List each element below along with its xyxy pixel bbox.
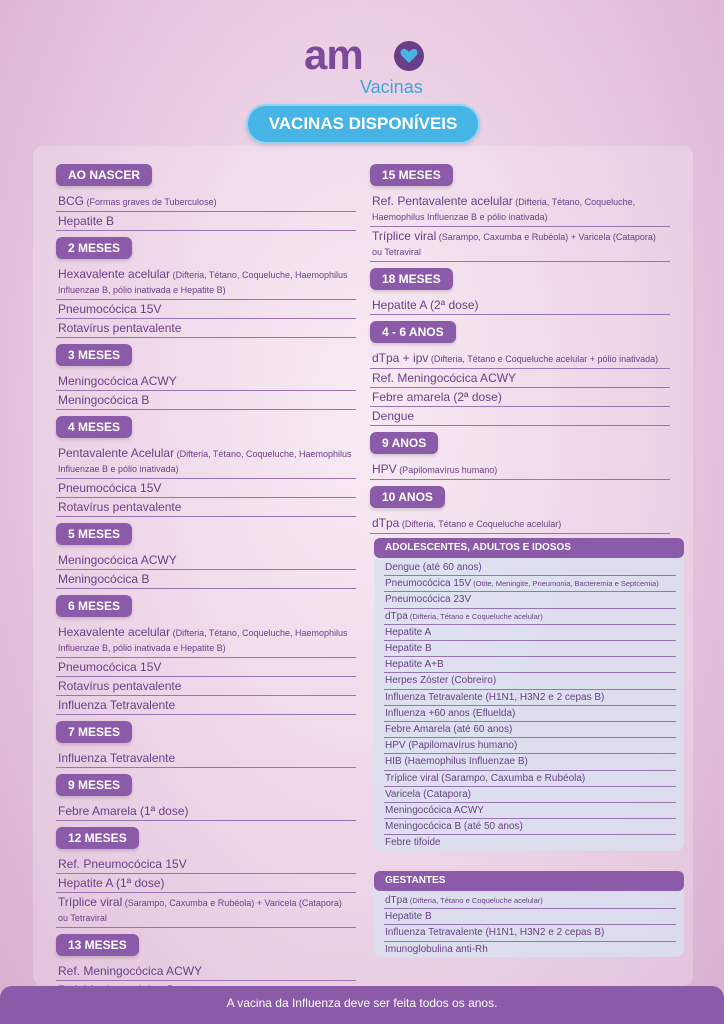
vaccine-item: [384, 754, 676, 770]
vaccine-name: dTpa + ipv: [372, 351, 429, 365]
logo-word: am: [304, 31, 363, 78]
vaccine-item: [56, 212, 356, 231]
vaccine-detail: (Difteria, Tétano, Coqueluche, Haemophilus Influenzae B e pólio inativada): [372, 197, 636, 222]
age-group: [56, 164, 356, 231]
vaccine-name: Meningocócica B: [58, 393, 150, 407]
vaccine-name: Rotavírus pentavalente: [58, 679, 182, 693]
age-badge: 12 MESES: [56, 827, 139, 849]
vaccine-name: Dengue: [372, 409, 415, 423]
vaccine-name: Meningocócica ACWY: [385, 805, 484, 817]
vaccine-item: [370, 296, 670, 315]
vaccine-name: Pneumocócica 23V: [385, 594, 472, 606]
pregnant-section: [374, 871, 684, 957]
age-group: [370, 486, 670, 534]
vaccine-name: Meningocócica ACWY: [58, 553, 177, 567]
vaccine-item: [370, 407, 670, 426]
left-column: [56, 164, 356, 1006]
vaccine-item: [384, 706, 676, 722]
vaccine-name: Pentavalente Acelular: [58, 446, 175, 460]
vaccine-detail: (Sarampo, Caxumba e Rubéola) + Varicela (Catapora) ou Tetraviral: [372, 232, 656, 257]
vaccine-name: Hepatite B: [58, 214, 115, 228]
vaccine-item: [384, 909, 676, 925]
vaccine-name: Ref. Meningocócica ACWY: [372, 371, 517, 385]
age-badge: 9 ANOS: [370, 432, 438, 454]
vaccine-name: Hepatite B: [385, 643, 432, 655]
vaccine-item: [384, 609, 676, 625]
pregnant-header: GESTANTES: [374, 871, 684, 891]
vaccine-item: [384, 625, 676, 641]
vaccine-item: [56, 855, 356, 874]
vaccine-name: Herpes Zóster (Cobreiro): [385, 675, 497, 687]
vaccine-item: [384, 771, 676, 787]
vaccine-name: BCG: [58, 194, 85, 208]
vaccine-item: [56, 893, 356, 928]
age-group: [56, 827, 356, 928]
age-group: [56, 237, 356, 338]
vaccine-name: dTpa: [385, 895, 408, 906]
vaccine-item: [384, 738, 676, 754]
vaccine-name: Ref. Meningocócica ACWY: [58, 964, 203, 978]
vaccine-item: [384, 787, 676, 803]
vaccine-name: Hepatite A (1ª dose): [58, 876, 165, 890]
adults-header: ADOLESCENTES, ADULTOS E IDOSOS: [374, 538, 684, 558]
vaccine-item: [384, 592, 676, 608]
age-badge: AO NASCER: [56, 164, 152, 186]
age-group: [56, 344, 356, 410]
vaccine-name: Dengue (até 60 anos): [385, 562, 482, 573]
vaccine-detail: (Formas graves de Tuberculose): [84, 197, 217, 207]
vaccine-name: HPV: [372, 462, 397, 476]
age-group: [370, 164, 670, 262]
vaccine-detail: (Difteria, Tétano, Coqueluche, Haemophilus Influenzae B, pólio inativada e Hepatite B): [58, 270, 348, 295]
vaccine-name: Hepatite A+B: [385, 659, 444, 671]
vaccine-item: [384, 690, 676, 706]
vaccine-item: [56, 874, 356, 893]
vaccine-name: Hepatite A (2ª dose): [372, 298, 479, 312]
age-group: [56, 523, 356, 589]
vaccine-item: [56, 749, 356, 768]
vaccine-item: [56, 444, 356, 479]
vaccine-name: Hepatite B: [385, 911, 432, 923]
vaccine-name: Febre Amarela (até 60 anos): [385, 724, 513, 736]
vaccine-detail: (Papilomavírus humano): [396, 465, 498, 475]
vaccine-item: [56, 696, 356, 715]
vaccine-item: [370, 192, 670, 227]
vaccine-detail: (Difteria, Tétano e Coqueluche acelular): [407, 896, 543, 905]
vaccine-item: [384, 673, 676, 689]
vaccine-name: Meningocócica B (até 50 anos): [385, 821, 523, 833]
age-badge: 18 MESES: [370, 268, 453, 290]
vaccine-item: [384, 560, 676, 576]
vaccine-item: [384, 641, 676, 657]
vaccine-item: [56, 300, 356, 319]
vaccine-item: [384, 942, 676, 957]
vaccine-item: [56, 802, 356, 821]
age-group: [370, 432, 670, 480]
adults-section: [374, 538, 684, 851]
vaccine-item: [370, 349, 670, 369]
vaccine-name: Pneumocócica 15V: [385, 578, 472, 590]
vaccine-item: [56, 372, 356, 391]
vaccine-item: [56, 623, 356, 658]
vaccine-name: Febre tifoide: [385, 837, 441, 849]
vaccine-item: [56, 265, 356, 300]
vaccine-item: [56, 677, 356, 696]
age-badge: 15 MESES: [370, 164, 453, 186]
vaccine-name: Pneumocócica 15V: [58, 302, 162, 316]
vaccine-item: [384, 803, 676, 819]
vaccine-name: Pneumocócica 15V: [58, 481, 162, 495]
age-badge: 7 MESES: [56, 721, 132, 743]
vaccine-detail: (Difteria, Tétano e Coqueluche acelular): [407, 611, 543, 621]
vaccine-name: Rotavírus pentavalente: [58, 500, 182, 514]
vaccine-item: [384, 657, 676, 673]
page-title: VACINAS DISPONÍVEIS: [246, 104, 480, 144]
vaccine-item: [56, 962, 356, 981]
vaccine-item: [384, 819, 676, 835]
vaccine-item: [370, 460, 670, 480]
vaccine-detail: (Difteria, Tétano e Coqueluche acelular): [399, 519, 562, 529]
amo-vacinas-logo: [304, 33, 434, 95]
age-badge: 3 MESES: [56, 344, 132, 366]
vaccine-item: [56, 551, 356, 570]
vaccine-name: Hexavalente acelular: [58, 625, 171, 639]
vaccine-name: Ref. Pentavalente acelular: [372, 194, 513, 208]
right-column: [370, 164, 670, 540]
age-badge: 4 MESES: [56, 416, 132, 438]
vaccine-name: Hexavalente acelular: [58, 267, 171, 281]
age-badge: 5 MESES: [56, 523, 132, 545]
age-group: [56, 416, 356, 517]
vaccine-item: [56, 391, 356, 410]
vaccine-item: [56, 498, 356, 517]
footer-note: A vacina da Influenza deve ser feita todos os anos.: [0, 986, 724, 1024]
vaccine-name: Ref. Pneumocócica 15V: [58, 857, 187, 871]
age-group: [370, 268, 670, 315]
vaccine-name: Varicela (Catapora): [385, 788, 471, 800]
vaccine-name: Tríplice viral (Sarampo, Caxumba e Rubéola): [385, 772, 586, 784]
vaccine-name: Febre Amarela (1ª dose): [58, 804, 189, 818]
vaccine-name: Meningocócica B: [58, 572, 150, 586]
vaccine-name: HIB (Haemophilus Influenzae B): [385, 756, 528, 768]
vaccine-detail: (Sarampo, Caxumba e Rubéola) + Varicela (Catapora) ou Tetraviral: [58, 898, 342, 923]
vaccine-detail: (Difteria, Tétano e Coqueluche acelular + pólio inativada): [428, 354, 659, 364]
vaccine-name: Influenza Tetravalente: [58, 751, 176, 765]
vaccine-name: Febre amarela (2ª dose): [372, 390, 502, 404]
vaccine-item: [56, 658, 356, 677]
age-badge: 13 MESES: [56, 934, 139, 956]
vaccine-name: Meningocócica ACWY: [58, 374, 177, 388]
vaccine-item: [370, 227, 670, 262]
vaccine-item: [56, 192, 356, 212]
vaccine-name: Pneumocócica 15V: [58, 660, 162, 674]
vaccine-detail: (Difteria, Tétano, Coqueluche, Haemophilus Influenzae B e pólio inativada): [58, 449, 352, 474]
vaccine-item: [56, 319, 356, 338]
age-group: [370, 321, 670, 426]
vaccine-detail: (Otite, Meningite, Pneumonia, Bacteremia e Septcemia): [471, 579, 659, 589]
vaccine-detail: (Difteria, Tétano, Coqueluche, Haemophilus Influenzae B, pólio inativada e Hepatite B): [58, 628, 348, 653]
vaccine-name: Influenza +60 anos (Efluelda): [385, 707, 516, 719]
vaccine-item: [56, 570, 356, 589]
vaccine-name: dTpa: [385, 610, 408, 622]
age-badge: 6 MESES: [56, 595, 132, 617]
age-badge: 4 - 6 ANOS: [370, 321, 456, 343]
age-group: [56, 595, 356, 715]
age-badge: 2 MESES: [56, 237, 132, 259]
vaccine-item: [56, 479, 356, 498]
vaccine-item: [384, 893, 676, 909]
vaccine-item: [384, 576, 676, 592]
vaccine-item: [370, 388, 670, 407]
age-group: [56, 721, 356, 768]
vaccine-name: Tríplice viral: [372, 229, 437, 243]
heart-icon: [394, 41, 424, 71]
vaccine-name: Hepatite A: [385, 626, 432, 638]
vaccine-item: [370, 514, 670, 534]
vaccine-name: dTpa: [372, 516, 400, 530]
age-badge: 10 ANOS: [370, 486, 445, 508]
vaccine-item: [384, 835, 676, 850]
age-group: [56, 774, 356, 821]
vaccine-item: [384, 925, 676, 941]
age-badge: 9 MESES: [56, 774, 132, 796]
vaccine-name: Influenza Tetravalente: [58, 698, 176, 712]
vaccine-item: [370, 369, 670, 388]
vaccine-name: Tríplice viral: [58, 895, 123, 909]
vaccine-item: [384, 722, 676, 738]
logo-subtitle: Vacinas: [360, 77, 423, 97]
vaccine-name: Influenza Tetravalente (H1N1, H3N2 e 2 cepas B): [385, 927, 605, 939]
vaccine-name: Influenza Tetravalente (H1N1, H3N2 e 2 cepas B): [385, 691, 605, 703]
vaccine-name: Imunoglobulina anti-Rh: [385, 943, 488, 955]
vaccine-name: Rotavírus pentavalente: [58, 321, 182, 335]
vaccine-name: HPV (Papilomavírus humano): [385, 740, 518, 752]
